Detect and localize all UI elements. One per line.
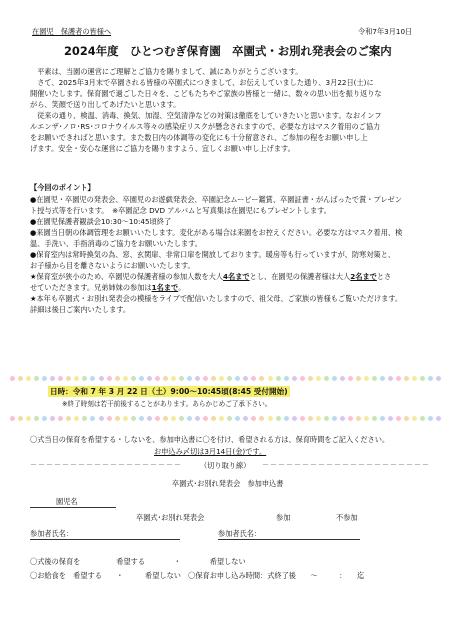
- decor-dot: [340, 416, 345, 421]
- decor-dot: [10, 416, 15, 421]
- decor-dot: [115, 376, 120, 381]
- decor-dot: [74, 376, 79, 381]
- guardian-name-underline-1[interactable]: [30, 539, 180, 540]
- form-title: 卒園式･お別れ発表会 参加申込書: [172, 479, 284, 488]
- decor-dot: [18, 376, 23, 381]
- decor-dot: [235, 416, 240, 421]
- decor-dot: [284, 376, 289, 381]
- decor-dot: [380, 376, 385, 381]
- decor-dot: [428, 416, 433, 421]
- decor-dot: [436, 416, 441, 421]
- decor-dot: [163, 416, 168, 421]
- decor-dot: [268, 376, 273, 381]
- decor-dot: [34, 416, 39, 421]
- decor-dot: [155, 416, 160, 421]
- dot-divider-top: [10, 376, 442, 382]
- intro-line: ルエンザ･ノロ･RS･コロナウイルス等々の感染症リスクが懸念されますので、必要な方はマスク着用のご協力: [30, 122, 381, 131]
- decor-dot: [364, 376, 369, 381]
- decor-dot: [34, 376, 39, 381]
- decor-dot: [179, 416, 184, 421]
- document-date: 令和7年3月10日: [358, 27, 413, 36]
- decor-dot: [123, 416, 128, 421]
- child-name-label: 園児名: [56, 497, 78, 506]
- intro-line: げます。安全・安心な運営にご協力を賜りますよう、宜しくお願い申し上げます。: [30, 144, 295, 153]
- decor-dot: [219, 376, 224, 381]
- decor-dot: [227, 416, 232, 421]
- decor-dot: [18, 416, 23, 421]
- decor-dot: [300, 416, 305, 421]
- decor-dot: [163, 376, 168, 381]
- decor-dot: [324, 416, 329, 421]
- limit-current: 2名まで: [350, 272, 377, 281]
- decor-dot: [131, 416, 136, 421]
- guardian-name-label-1: 参加者氏名：: [30, 529, 74, 538]
- decor-dot: [332, 416, 337, 421]
- decor-dot: [243, 416, 248, 421]
- limit-siblings: 1名まで: [151, 283, 179, 292]
- decor-dot: [99, 376, 104, 381]
- decor-dot: [26, 416, 31, 421]
- cutline-label: （切り取り線）: [200, 461, 251, 470]
- decor-dot: [276, 376, 281, 381]
- point-line: ●保育室内は常時換気の為、窓、玄関扉、非常口扉を開放しております。暖房等も行っていますが、防寒対策と、: [30, 250, 396, 259]
- decor-dot: [179, 376, 184, 381]
- decor-dot: [203, 376, 208, 381]
- decor-dot: [268, 416, 273, 421]
- decor-dot: [316, 416, 321, 421]
- intro-line: 平素は、当園の運営にご理解とご協力を賜りまして、誠にありがとうございます。: [30, 67, 303, 76]
- decor-dot: [147, 416, 152, 421]
- decor-dot: [42, 376, 47, 381]
- star-note-siblings: せていただきます。兄弟姉妹の参加は1名まで。: [30, 283, 186, 292]
- decor-dot: [115, 416, 120, 421]
- decor-dot: [308, 376, 313, 381]
- decor-dot: [420, 376, 425, 381]
- decor-dot: [404, 376, 409, 381]
- decor-dot: [42, 416, 47, 421]
- schedule-note: ※終了時刻は若干前後することがあります。あらかじめご了承下さい。: [62, 400, 272, 408]
- decor-dot: [388, 376, 393, 381]
- decor-dot: [82, 376, 87, 381]
- decor-dot: [251, 376, 256, 381]
- attend-option[interactable]: 参加: [276, 513, 291, 522]
- decor-dot: [50, 416, 55, 421]
- decor-dot: [155, 376, 160, 381]
- point-line: お子様から目を離さないようにお願いいたします。: [30, 261, 195, 270]
- decor-dot: [74, 416, 79, 421]
- decor-dot: [284, 416, 289, 421]
- points-heading: 【今回のポイント】: [30, 183, 95, 192]
- document-title: 2024年度 ひとつむぎ保育園 卒園式・お別れ発表会のご案内: [64, 44, 392, 58]
- schedule-line: 日時：令和 7 年 3 月 22 日（土）9:00～10:45頃(8:45 受付開始): [50, 387, 288, 396]
- decor-dot: [259, 416, 264, 421]
- decor-dot: [171, 416, 176, 421]
- decor-dot: [211, 416, 216, 421]
- decor-dot: [171, 376, 176, 381]
- decor-dot: [107, 376, 112, 381]
- point-line: 温、手洗い、手指消毒のご協力をお願いいたします。: [30, 239, 202, 248]
- decor-dot: [276, 416, 281, 421]
- decor-dot: [396, 376, 401, 381]
- decor-dot: [66, 376, 71, 381]
- decor-dot: [292, 376, 297, 381]
- decor-dot: [428, 376, 433, 381]
- decor-dot: [203, 416, 208, 421]
- decor-dot: [58, 376, 63, 381]
- lunch-row[interactable]: 〇お給食を 希望する ・ 希望しない 〇保育お申し込み時間：式終了後 〜 ： 迄: [30, 571, 365, 580]
- after-care-row[interactable]: 〇式後の保育を 希望する ・ 希望しない: [30, 557, 246, 566]
- decor-dot: [348, 376, 353, 381]
- limit-graduates: 4名まで: [223, 272, 250, 281]
- event-label: 卒園式･お別れ発表会: [136, 513, 205, 522]
- decor-dot: [123, 376, 128, 381]
- decor-dot: [195, 376, 200, 381]
- not-attend-option[interactable]: 不参加: [336, 513, 358, 522]
- point-line: ●在園児・卒園児の発表会、卒園児のお遊戯発表会、卒園記念ムービー鑑賞、卒園証書・がんばったで賞・プレゼン: [30, 195, 402, 204]
- cutline-dashes-left: －－－－－－－－－－－－－－－－－－－: [30, 461, 182, 469]
- decor-dot: [340, 376, 345, 381]
- point-line: ●在園児保護者観談会10:30～10:45頃終了: [30, 217, 172, 226]
- decor-dot: [82, 416, 87, 421]
- decor-dot: [420, 416, 425, 421]
- deadline-line: お申込み〆切は3月14日(金)です。: [154, 447, 267, 456]
- decor-dot: [90, 376, 95, 381]
- star-note-details: 詳細は後日ご案内いたします。: [30, 305, 131, 314]
- decor-dot: [348, 416, 353, 421]
- decor-dot: [308, 416, 313, 421]
- decor-dot: [436, 376, 441, 381]
- point-line: ト授与式等を行います。 ※卒園記念 DVD アルバムと写真集は在園児にもプレゼントします。: [30, 206, 331, 215]
- points-list: [30, 194, 402, 315]
- decor-dot: [235, 376, 240, 381]
- decor-dot: [58, 416, 63, 421]
- intro-line: がら、笑顔で送り出してあげたいと思います。: [30, 100, 181, 109]
- decor-dot: [388, 416, 393, 421]
- decor-dot: [356, 416, 361, 421]
- star-note-livestream: ★本年も卒園式・お別れ発表会の模様をライブで配信いたしますので、祖父母、ご家族の皆様もご覧いただけます。: [30, 294, 403, 303]
- decor-dot: [372, 416, 377, 421]
- intro-paragraph: [30, 66, 382, 154]
- decor-dot: [219, 416, 224, 421]
- decor-dot: [26, 376, 31, 381]
- intro-line: さて、2025年3月末で卒園される皆様の卒園式につきまして、お伝えしていました通り、3月22日(土)に: [30, 78, 374, 87]
- decor-dot: [187, 376, 192, 381]
- child-name-underline[interactable]: [30, 507, 116, 508]
- guardian-name-label-2: 参加者氏名：: [218, 529, 262, 538]
- decor-dot: [147, 376, 152, 381]
- decor-dot: [404, 416, 409, 421]
- decor-dot: [211, 376, 216, 381]
- star-note-capacity: ★保育室が狭小のため、卒園児の保護者様の参加人数を大人4名までとし、在園児の保護者様は大人2名までとさ: [30, 272, 392, 281]
- decor-dot: [227, 376, 232, 381]
- intro-line: 開催いたします。保育園で過ごした日々を、こどもたちやご家族の皆様と一緒に、数々の思い出を振り返りな: [30, 89, 382, 98]
- guardian-name-underline-2[interactable]: [218, 539, 360, 540]
- dot-divider-bottom: [10, 416, 442, 422]
- decor-dot: [187, 416, 192, 421]
- decor-dot: [90, 416, 95, 421]
- decor-dot: [139, 416, 144, 421]
- decor-dot: [412, 416, 417, 421]
- decor-dot: [107, 416, 112, 421]
- cutline-dashes-right: －－－－－－－－－－－－－－－－－－－－－: [262, 461, 430, 469]
- decor-dot: [195, 416, 200, 421]
- intro-line: 従来の通り、検温、消毒、換気、加湿、空気清浄などの対策は徹底をしていきたいと思います。なおインフ: [30, 111, 382, 120]
- decor-dot: [356, 376, 361, 381]
- intro-line: をお願いできればと思います。また数日内の体調等の変化にも十分留意され、ご参加の程をお願い申し上: [30, 133, 368, 142]
- decor-dot: [50, 376, 55, 381]
- decor-dot: [396, 416, 401, 421]
- recipient-line: 在園児 保護者の皆様へ: [32, 27, 112, 36]
- decor-dot: [300, 376, 305, 381]
- decor-dot: [380, 416, 385, 421]
- instructions-line: 〇式当日の保育を希望する・しないを、参加申込書に〇を付け、希望される方は、保育時間をご記入ください。: [30, 435, 390, 444]
- decor-dot: [364, 416, 369, 421]
- decor-dot: [66, 416, 71, 421]
- decor-dot: [131, 376, 136, 381]
- decor-dot: [99, 416, 104, 421]
- decor-dot: [243, 376, 248, 381]
- point-line: ●来園当日朝の体調管理をお願いいたします。変化がある場合は来園をお控えください。必要な方はマスク着用、検: [30, 228, 403, 237]
- decor-dot: [139, 376, 144, 381]
- decor-dot: [251, 416, 256, 421]
- decor-dot: [10, 376, 15, 381]
- decor-dot: [292, 416, 297, 421]
- decor-dot: [332, 376, 337, 381]
- decor-dot: [316, 376, 321, 381]
- decor-dot: [412, 376, 417, 381]
- decor-dot: [259, 376, 264, 381]
- decor-dot: [324, 376, 329, 381]
- decor-dot: [372, 376, 377, 381]
